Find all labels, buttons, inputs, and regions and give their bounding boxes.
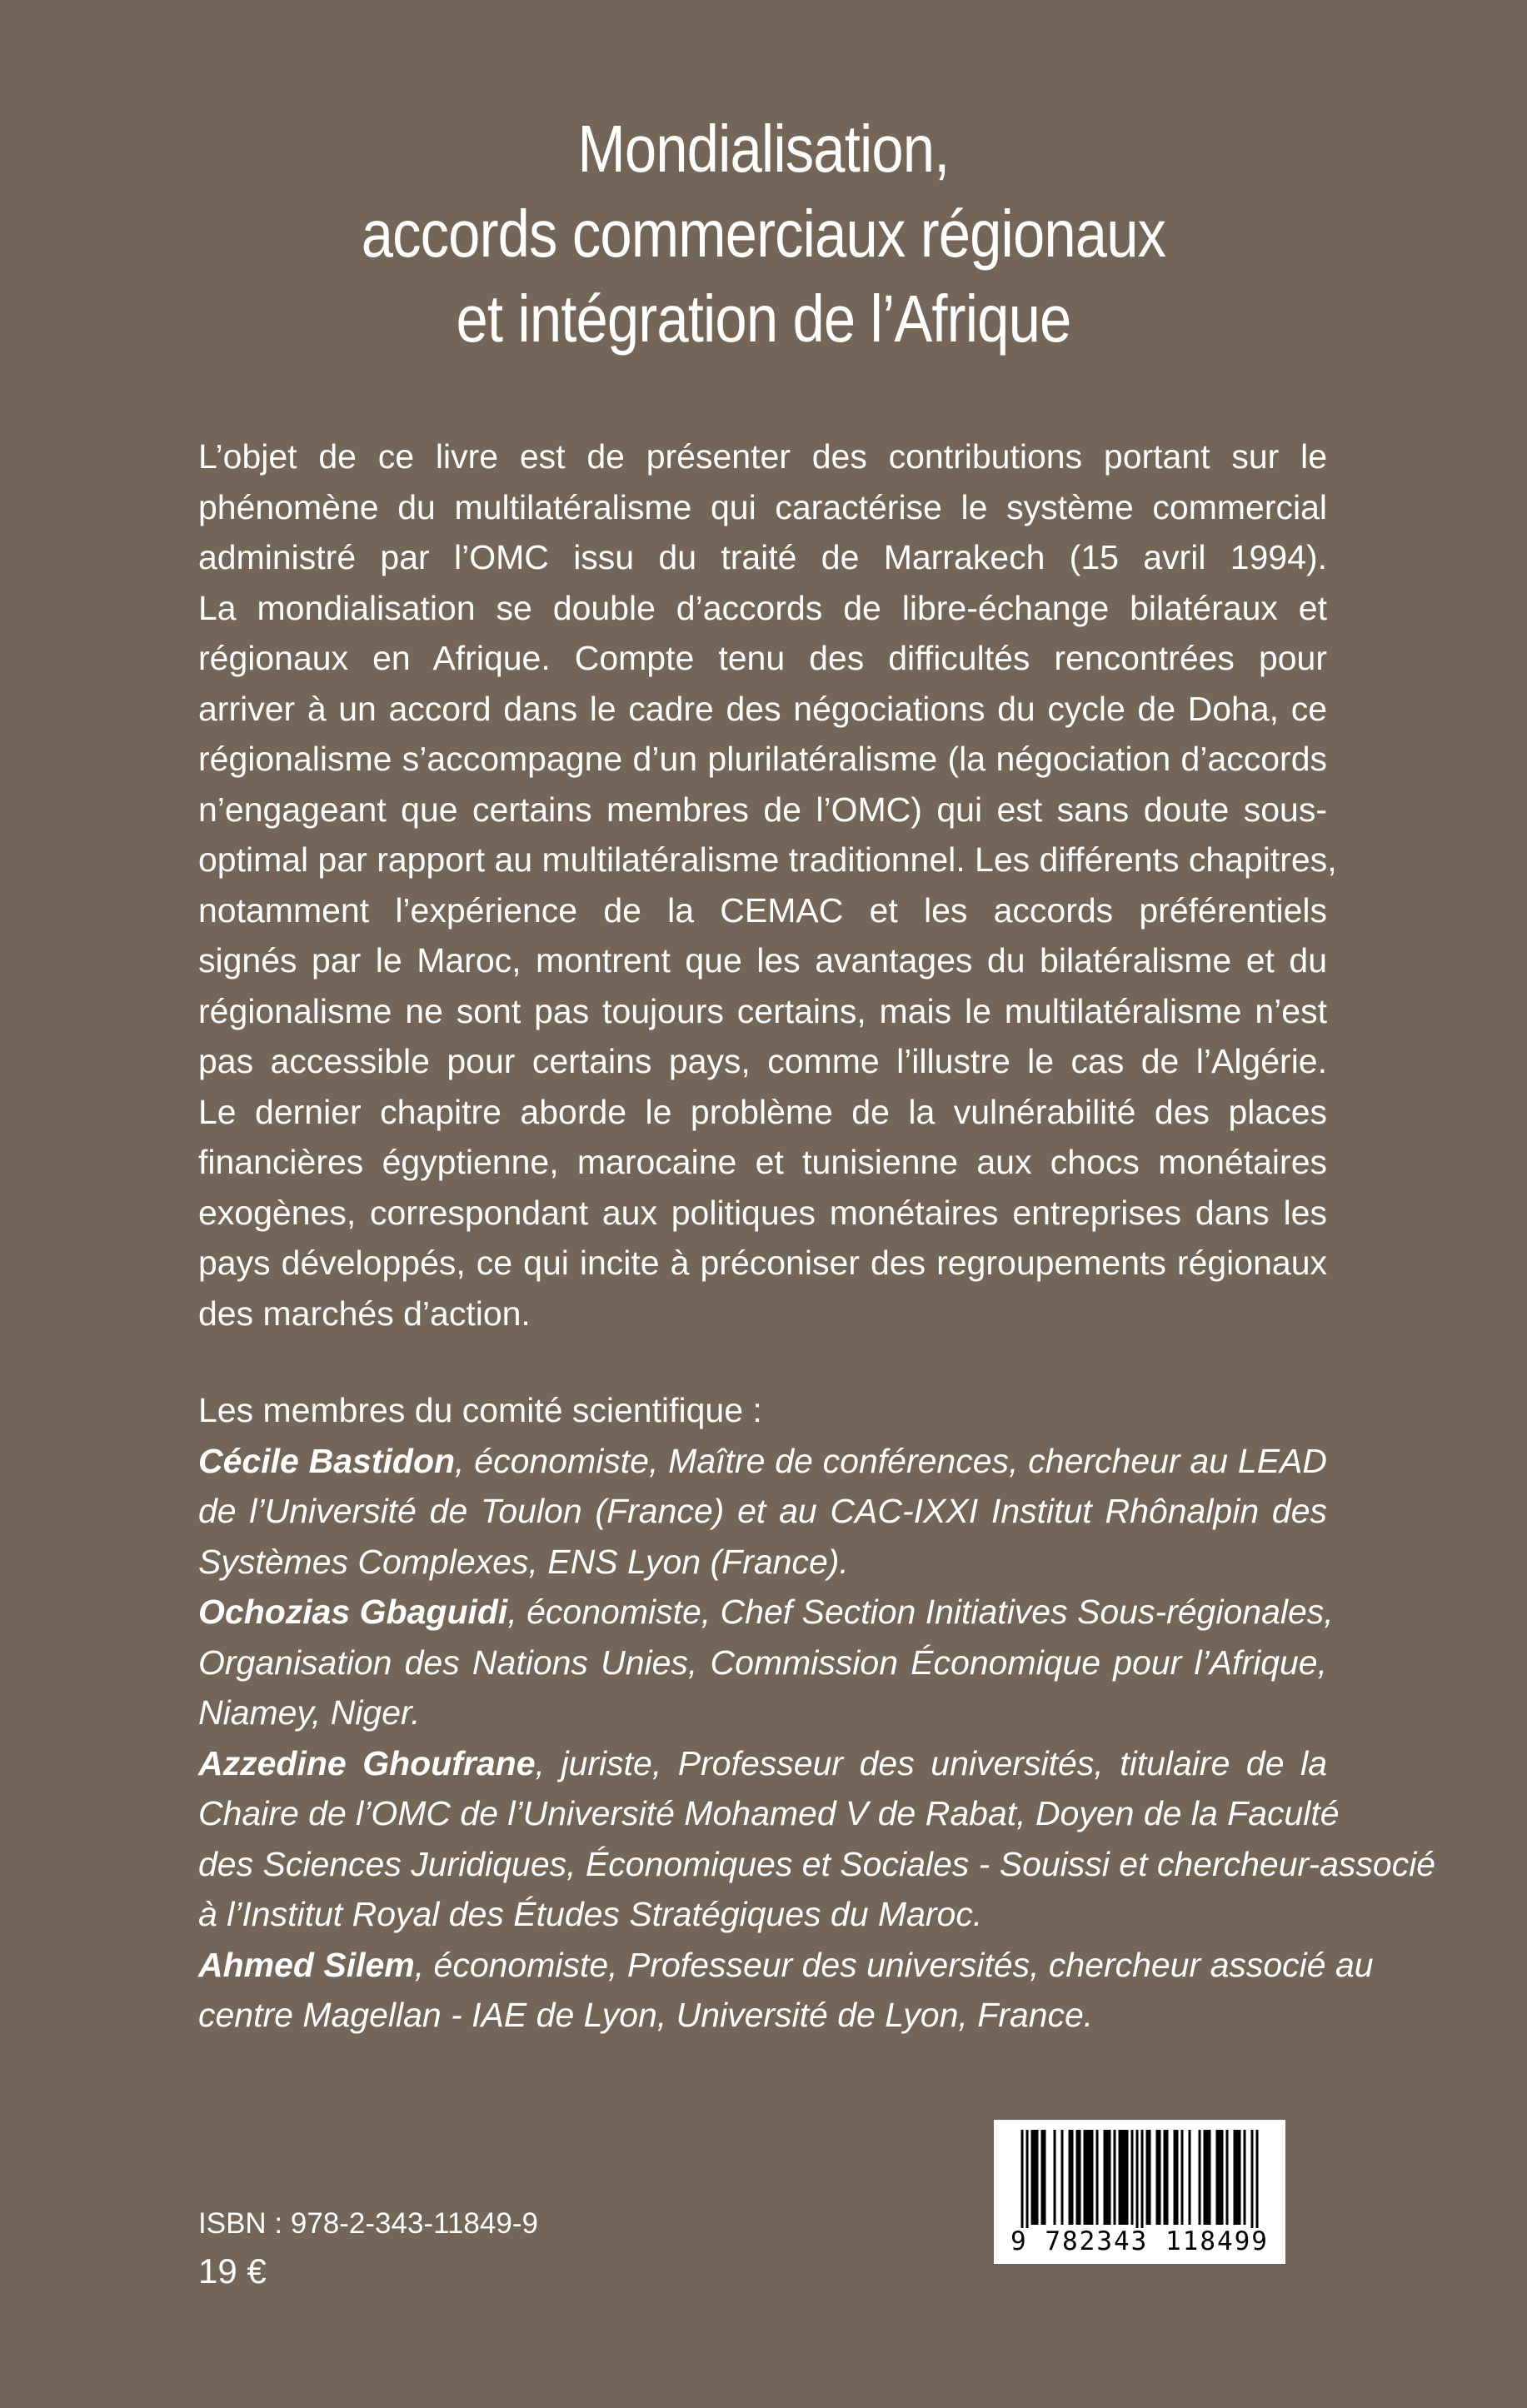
barcode-bar xyxy=(1149,2130,1151,2225)
barcode-bar xyxy=(1236,2130,1239,2225)
barcode-digits: 9 782343 118499 xyxy=(1011,2226,1269,2256)
barcode-bar xyxy=(1114,2130,1116,2225)
barcode-bar xyxy=(1251,2130,1254,2228)
barcode-bar xyxy=(1076,2130,1079,2225)
member-detail-line: Systèmes Complexes, ENS Lyon (France). xyxy=(198,1542,849,1581)
barcode-bar xyxy=(1244,2130,1246,2225)
barcode-bar xyxy=(1121,2130,1124,2225)
barcode-bar xyxy=(1096,2130,1099,2225)
member-role: , économiste, Chef Section Initiatives Sous-régionales, xyxy=(507,1593,1334,1631)
barcode-bar xyxy=(1239,2130,1241,2225)
barcode-bar xyxy=(1126,2130,1129,2225)
member-detail-line: centre Magellan - IAE de Lyon, Université de Lyon, France. xyxy=(198,1996,1094,2034)
barcode-bar xyxy=(1159,2130,1161,2225)
barcode-bar xyxy=(1174,2130,1176,2225)
description-line: exogènes, correspondant aux politiques monétaires entreprises dans les xyxy=(198,1193,1327,1232)
barcode-bar xyxy=(1256,2130,1259,2228)
barcode-bar xyxy=(1079,2130,1081,2225)
barcode-bar xyxy=(1166,2130,1169,2225)
committee-member xyxy=(198,1940,1374,2041)
member-name: Cécile Bastidon xyxy=(198,1441,456,1480)
member-detail-line: à l’Institut Royal des Études Stratégiques du Maroc. xyxy=(198,1895,983,1933)
barcode-bar xyxy=(1089,2130,1091,2225)
barcode-bar xyxy=(1021,2130,1024,2228)
barcode-bar xyxy=(1136,2130,1139,2228)
barcode-bar xyxy=(1054,2130,1056,2225)
member-first-line xyxy=(198,1436,1327,1487)
barcode-bar xyxy=(1209,2130,1211,2225)
barcode-bar xyxy=(1156,2130,1159,2225)
committee-member xyxy=(198,1738,1436,1940)
barcode-bar xyxy=(1216,2130,1219,2225)
barcode xyxy=(994,2120,1285,2264)
isbn-label: ISBN : 978-2-343-11849-9 xyxy=(198,2207,538,2240)
member-detail-line: des Sciences Juridiques, Économiques et Sociales - Souissi et chercheur-associé xyxy=(198,1844,1436,1883)
barcode-bar xyxy=(1221,2130,1224,2225)
member-name: Azzedine Ghoufrane xyxy=(198,1743,536,1782)
description-line: La mondialisation se double d’accords de libre-échange bilatéraux et xyxy=(198,588,1327,627)
description-line: pas accessible pour certains pays, comme l’illustre le cas de l’Algérie. xyxy=(198,1042,1327,1080)
member-role: , économiste, Maître de conférences, chercheur au LEAD xyxy=(455,1441,1327,1480)
barcode-bar xyxy=(1069,2130,1071,2225)
book-title xyxy=(107,107,1420,361)
barcode-bar xyxy=(1141,2130,1144,2228)
title-line-3: et intégration de l’Afrique xyxy=(456,282,1071,356)
title-line-2: accords commerciaux régionaux xyxy=(361,197,1166,271)
barcode-bar xyxy=(1104,2130,1106,2225)
barcode-bar xyxy=(1176,2130,1179,2225)
description-line: régionaux en Afrique. Compte tenu des difficultés rencontrées pour xyxy=(198,639,1327,677)
member-name: Ahmed Silem xyxy=(198,1945,415,1984)
committee-member xyxy=(198,1587,1334,1738)
member-role: , juriste, Professeur des universités, titulaire de la xyxy=(535,1743,1328,1782)
barcode-bar xyxy=(1189,2130,1191,2225)
barcode-bar xyxy=(1124,2130,1126,2225)
barcode-bar xyxy=(1131,2130,1134,2225)
barcode-bar xyxy=(1226,2130,1229,2225)
description-line: notamment l’expérience de la CEMAC et les accords préférentiels xyxy=(198,890,1327,930)
description-line: pays développés, ce qui incite à préconiser des regroupements régionaux xyxy=(198,1244,1327,1282)
description-line: arriver à un accord dans le cadre des négociations du cycle de Doha, ce xyxy=(198,689,1327,728)
barcode-bar xyxy=(1091,2130,1094,2225)
barcode-bar xyxy=(1146,2130,1149,2225)
member-role: , économiste, Professeur des universités, chercheur associé au xyxy=(414,1945,1374,1984)
member-first-line xyxy=(198,1587,1334,1638)
price-label: 19 € xyxy=(198,2251,267,2291)
member-detail-line: Chaire de l’OMC de l’Université Mohamed V de Rabat, Doyen de la Faculté xyxy=(198,1794,1340,1832)
barcode-bar xyxy=(1061,2130,1064,2225)
description-line: phénomène du multilatéralisme qui caractérise le système commercial xyxy=(198,487,1327,526)
barcode-bars xyxy=(994,2120,1285,2228)
committee-member xyxy=(198,1436,1327,1588)
description-line: des marchés d’action. xyxy=(198,1294,531,1333)
description-line: n’engageant que certains membres de l’OMC) qui est sans doute sous- xyxy=(198,790,1327,829)
member-first-line xyxy=(198,1940,1374,1991)
barcode-bar xyxy=(1036,2130,1039,2225)
description-line: L’objet de ce livre est de présenter des contributions portant sur le xyxy=(198,437,1327,476)
book-description xyxy=(198,431,1337,1339)
barcode-bar xyxy=(1041,2130,1044,2225)
member-first-line xyxy=(198,1738,1327,1789)
barcode-bar xyxy=(1084,2130,1086,2225)
committee-intro: Les membres du comité scientifique : xyxy=(198,1391,762,1429)
barcode-bar xyxy=(1086,2130,1089,2225)
barcode-bar xyxy=(1199,2130,1201,2225)
description-line: régionalisme s’accompagne d’un plurilatéralisme (la négociation d’accords xyxy=(198,740,1327,778)
barcode-bar xyxy=(1234,2130,1236,2225)
barcode-bar xyxy=(1181,2130,1184,2225)
description-line: Le dernier chapitre aborde le problème de la vulnérabilité des places xyxy=(198,1092,1327,1131)
description-line: régionalisme ne sont pas toujours certains, mais le multilatéralisme n’est xyxy=(198,991,1327,1030)
barcode-bar xyxy=(1119,2130,1121,2225)
member-detail-line: Niamey, Niger. xyxy=(198,1693,421,1732)
description-line: financières égyptienne, marocaine et tunisienne aux chocs monétaires xyxy=(198,1143,1327,1181)
title-line-1: Mondialisation, xyxy=(577,112,950,186)
barcode-bar xyxy=(1206,2130,1209,2225)
barcode-bar xyxy=(1034,2130,1036,2225)
description-line: administré par l’OMC issu du traité de Marrakech (15 avril 1994). xyxy=(198,538,1327,576)
barcode-bar xyxy=(1109,2130,1111,2225)
barcode-bar xyxy=(1071,2130,1074,2225)
barcode-bar xyxy=(1026,2130,1029,2228)
barcode-bar xyxy=(1219,2130,1221,2225)
description-line: optimal par rapport au multilatéralisme traditionnel. Les différents chapitres, xyxy=(198,840,1337,879)
barcode-bar xyxy=(1164,2130,1166,2225)
member-detail-line: Organisation des Nations Unies, Commission Économique pour l’Afrique, xyxy=(198,1643,1327,1682)
member-detail-line: de l’Université de Toulon (France) et au CAC-IXXI Institut Rhônalpin des xyxy=(198,1492,1327,1530)
member-name: Ochozias Gbaguidi xyxy=(198,1593,508,1631)
scientific-committee xyxy=(198,1385,1436,2041)
barcode-bar xyxy=(1044,2130,1046,2225)
barcode-bar xyxy=(1106,2130,1109,2225)
barcode-bar xyxy=(1031,2130,1034,2225)
barcode-bar xyxy=(1204,2130,1206,2225)
description-line: signés par le Maroc, montrent que les avantages du bilatéralisme et du xyxy=(198,941,1327,980)
